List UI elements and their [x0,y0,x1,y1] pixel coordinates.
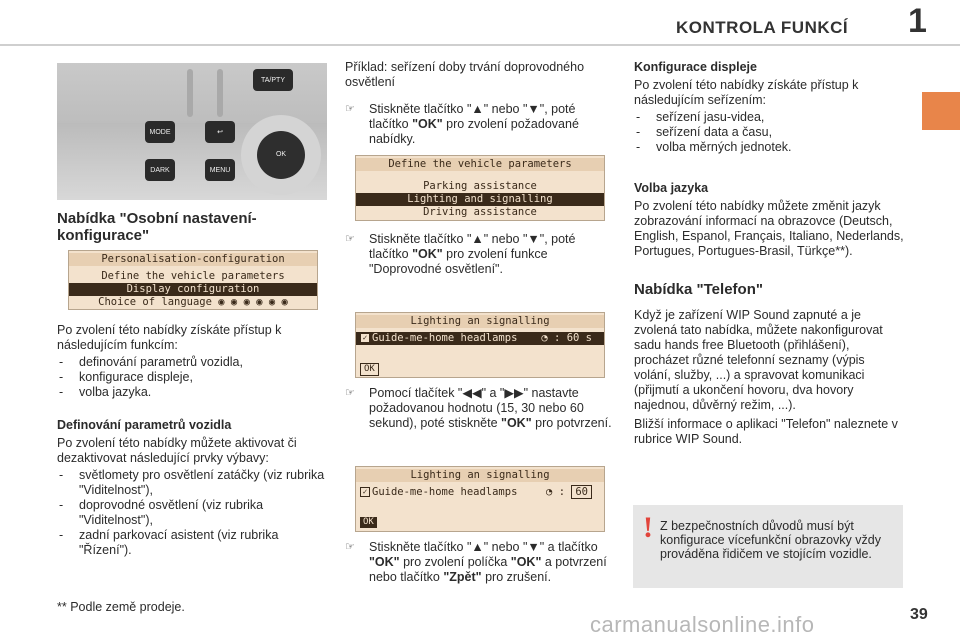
checkbox-checked-icon: ✓ [360,333,370,343]
list-item: - definování parametrů vozidla, [57,355,327,370]
page-header-title: KONTROLA FUNKCÍ [676,18,849,37]
lcd-row [356,486,604,499]
lcd-row: Driving assistance [423,206,537,218]
step-bold: "OK" [369,555,400,569]
lcd-row-label: Guide-me-home headlamps [372,332,518,344]
language-text: Po zvolení této nabídky můžete změnit jazyk zobrazování informací na obrazovce (Deutsch, English, Espanol, Français, Italiano, Nederlands, Portugues, Portugues-Brasil, Türkçe**). [634,199,904,258]
language-flags-icon: ◉ ◉ ◉ ◉ ◉ ◉ [218,296,288,308]
ok-button: OK [275,150,287,158]
step-text: pro potvrzení. [531,416,612,430]
warning-text: Z bezpečnostních důvodů musí být konfigurace vícefunkční obrazovky vždy prováděna řidičem ve stojícím vozidle. [660,519,881,561]
step-bold: "OK" [412,117,443,131]
vent-slat [217,69,223,117]
list-item: - volba měrných jednotek. [634,140,904,155]
step-text: Stiskněte tlačítko "▲" nebo "▼", poté tlačítko [369,102,576,131]
control-panel-photo [57,63,327,200]
step-bold: "OK" [412,247,443,261]
step-text: pro zrušení. [481,570,552,584]
step-text: pro zvolení políčka [399,555,511,569]
ta-pty-button: TA/PTY [253,69,293,91]
section-heading-personalisation: Nabídka "Osobní nastavení-konfigurace" [57,210,257,244]
watermark: carmanualsonline.info [590,612,815,637]
lcd-row-label: Guide-me-home headlamps [372,486,518,498]
step-3 [345,386,615,431]
section-heading-telephone: Nabídka "Telefon" [634,281,763,298]
dark-button: DARK [145,159,175,181]
list-item: - seřízení jasu-videa, [634,110,904,125]
step-4 [345,540,615,585]
step-text: Stiskněte tlačítko "▲" nebo "▼" a tlačítko [369,540,598,554]
list-item: - volba jazyka. [57,385,327,400]
pointing-hand-icon: ☞ [345,233,355,245]
step-2 [345,232,615,277]
checkbox-checked-icon: ✓ [360,487,370,497]
lcd-personalisation [68,250,318,310]
step-text: Pomocí tlačítek "◀◀" a "▶▶" nastavte požadovanou hodnotu (15, 30 nebo 60 sekund), poté stiskněte [369,386,584,430]
list-item: - doprovodné osvětlení (viz rubrika "Viditelnost"), [57,498,327,528]
lcd-lighting-1 [355,312,605,378]
lcd-ok-box: OK [360,363,379,376]
pointing-hand-icon: ☞ [345,387,355,399]
safety-warning-box [633,505,903,588]
lcd-row-label: Choice of language [98,296,212,308]
lcd-row: Parking assistance [423,180,537,192]
lcd-title: Lighting an signalling [356,469,604,482]
step-bold: "OK" [501,416,532,430]
list-item: - konfigurace displeje, [57,370,327,385]
lcd-timer-value: ◔ : 60 s [541,332,592,344]
back-button: ↩ [205,121,235,143]
step-text: Stiskněte tlačítko "▲" nebo "▼", poté tlačítko [369,232,576,261]
timer-value: 60 [566,332,580,344]
menu-button: MENU [205,159,235,181]
lcd-row-selected: Display configuration [69,283,317,296]
sub-heading-vehicle-params: Definování parametrů vozidla [57,418,232,432]
list-item: - světlomety pro osvětlení zatáčky (viz rubrika "Viditelnost"), [57,468,327,498]
chapter-number: 1 [908,2,927,40]
pointing-hand-icon: ☞ [345,541,355,553]
header-divider [0,44,960,46]
pointing-hand-icon: ☞ [345,103,355,115]
telephone-text: Když je zařízení WIP Sound zapnuté a je zvolená tato nabídka, můžete nakonfigurovat sadu hands free Bluetooth (přihlášení), procházet různé telefonní seznamy (výpis volání, služby, ...) a spravovat komunikaci (přijmutí a ukončení hovoru, dva hovory najednou, důvěrný režim, ...). [634,308,883,412]
chapter-tab-marker [922,92,960,130]
lcd-vehicle-params [355,155,605,221]
step-text: pro zvolení funkce "Doprovodné osvětlení". [369,247,548,276]
page-number: 39 [910,606,928,623]
telephone-more-info: Bližší informace o aplikaci "Telefon" naleznete v rubrice WIP Sound. [634,417,898,446]
lcd-lighting-2 [355,466,605,532]
sub-heading-language: Volba jazyka [634,181,709,195]
list-item: - seřízení data a času, [634,125,904,140]
lcd-row [69,296,317,309]
sub-heading-display-config: Konfigurace displeje [634,60,757,74]
vent-slat [187,69,193,117]
lcd-title: Personalisation-configuration [69,253,317,266]
lcd-title: Define the vehicle parameters [356,158,604,171]
step-1 [345,102,615,147]
step-bold: "Zpět" [443,570,482,584]
list-item: - zadní parkovací asistent (viz rubrika "Řízení"). [57,528,327,558]
lcd-row-selected: Lighting and signalling [356,193,604,206]
lcd-timer-value: ◔ : 60 [546,486,592,499]
step-text: a potvrzení nebo tlačítko [369,555,607,584]
warning-exclamation-icon: ! [643,511,653,544]
step-bold: "OK" [510,555,542,569]
timer-value: 60 [571,485,592,499]
step-text: pro zvolení požadované nabídky. [369,117,579,146]
vehicle-params-text: Po zvolení této nabídky můžete aktivovat či dezaktivovat následující prvky výbavy: [57,436,297,465]
example-intro: Příklad: seřízení doby trvání doprovodného osvětlení [345,60,585,89]
footnote: ** Podle země prodeje. [57,600,185,614]
display-config-text: Po zvolení této nabídky získáte přístup k následujícím seřízením: [634,78,859,107]
lcd-row-selected [356,332,604,345]
mode-button: MODE [145,121,175,143]
lcd-title: Lighting an signalling [356,315,604,328]
personalisation-intro: Po zvolení této nabídky získáte přístup k následujícím funkcím: [57,323,282,352]
lcd-row: Define the vehicle parameters [101,270,285,282]
lcd-ok-box-selected: OK [360,517,377,528]
